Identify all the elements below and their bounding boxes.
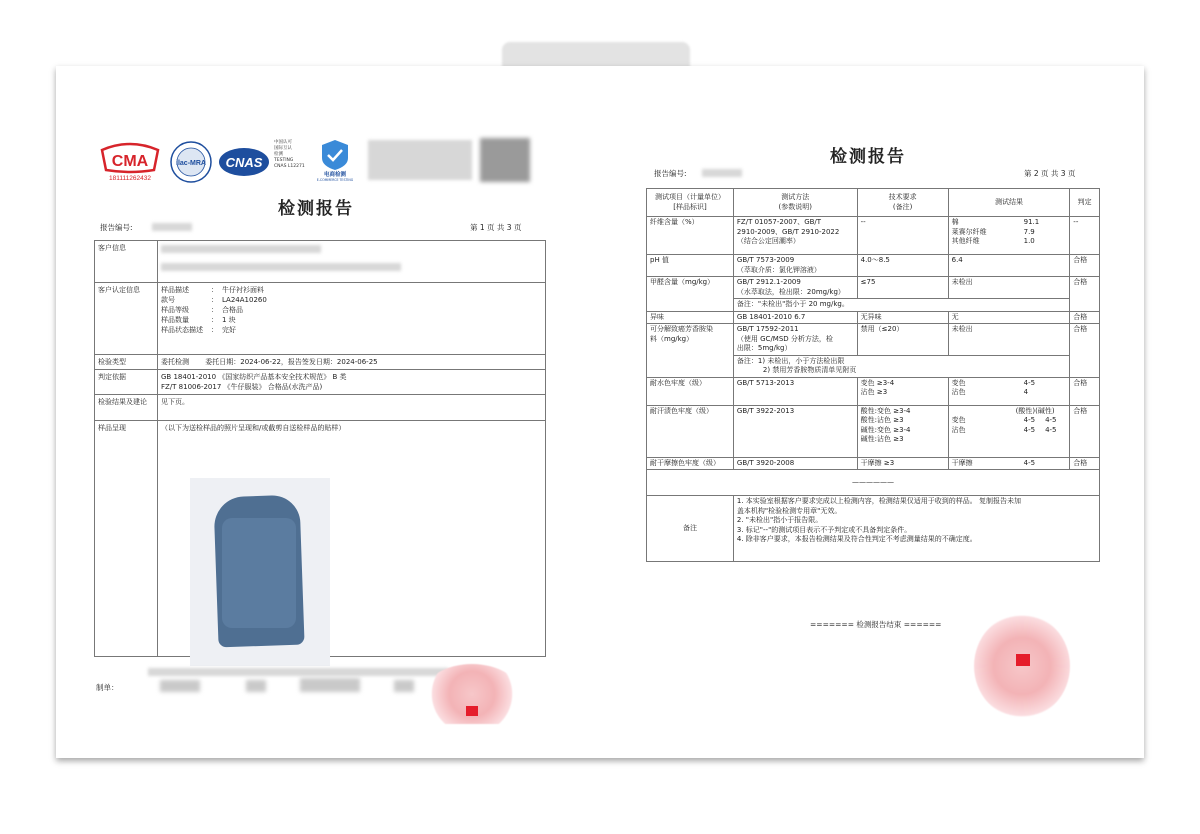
ec-sub: E-COMMERCE TESTING: [316, 178, 354, 182]
note-cell: 备注："未检出"指小于 20 mg/kg。: [733, 299, 1069, 312]
cnas-line: CNAS L12271: [274, 164, 305, 169]
header-sub: [样品标识]: [673, 202, 707, 211]
remark-line: 盖本机构"检验检测专用章"无效。: [736, 506, 842, 515]
result-cell: 无: [948, 311, 1070, 324]
cma-text: CMA: [111, 153, 149, 170]
item-cell: 异味: [647, 311, 734, 324]
table-row: [647, 324, 1100, 356]
result-value: 4-5: [1023, 378, 1036, 387]
item-cell: 甲醛含量（mg/kg）: [647, 277, 734, 312]
report-number-label: 报告编号:: [100, 223, 133, 232]
note-cell: [733, 355, 1069, 377]
redacted-name: [160, 680, 200, 692]
method-cell: GB 18401-2010 6.7: [733, 311, 857, 324]
kv-value: 合格品: [222, 306, 243, 314]
req-cell: 禁用（≤20）: [857, 324, 948, 356]
result-cell: 6.4: [948, 255, 1070, 277]
item-cell: 耐干摩擦色牢度（级）: [647, 457, 734, 470]
req-cell: --: [857, 217, 948, 255]
page-indicator: 第 2 页 共 3 页: [1024, 169, 1076, 178]
header-text: 测试项目（计量单位）: [654, 193, 725, 201]
ilac-mra-logo: [168, 140, 214, 184]
redacted-footer-line: [148, 668, 448, 676]
result-value: 4-5: [1045, 425, 1057, 434]
header-text: 测试方法: [781, 193, 810, 201]
redacted-logo: [368, 140, 472, 180]
redacted-signature: [300, 678, 360, 692]
kv-key: 样品等级: [161, 306, 189, 314]
kv-key: 样品状态描述: [161, 326, 203, 334]
note-line: 2) 禁用芳香胺物质清单见附页: [762, 366, 857, 374]
cnas-line: 中国认可: [274, 140, 292, 145]
header-requirement: [857, 189, 948, 217]
result-cell: [948, 377, 1070, 405]
item-line: 料（mg/kg）: [650, 334, 694, 343]
req-cell: [857, 405, 948, 457]
client-info-label: 客户信息: [95, 241, 158, 283]
header-judgement: 判定: [1070, 189, 1100, 217]
test-type-text: 委托检测: [161, 358, 189, 366]
header-method: [733, 189, 857, 217]
header-result: 测试结果: [948, 189, 1070, 217]
redacted-qr-code: [480, 138, 530, 182]
method-line: （水萃取法，检出限：20mg/kg）: [736, 287, 845, 296]
basis-label: 判定依据: [95, 370, 158, 395]
req-cell: 无异味: [857, 311, 948, 324]
table-row: [647, 377, 1100, 405]
result-cell: 未检出: [948, 277, 1070, 299]
cnas-line: 检测: [274, 152, 283, 157]
req-line: 碱性:变色 ≥3-4: [860, 425, 911, 434]
dates-text: 委托日期：2024-06-22，报告签发日期：2024-06-25: [205, 358, 378, 366]
cnas-logo: [218, 142, 270, 182]
test-results-table: [646, 188, 1100, 562]
remark-line: 4. 除非客户要求，本报告检测结果及符合性判定不考虑测量结果的不确定度。: [736, 535, 977, 543]
req-cell: 干摩擦 ≥3: [857, 457, 948, 470]
judge-cell: 合格: [1070, 277, 1100, 312]
prepared-by-label: 制单：: [96, 683, 119, 692]
method-cell: [733, 217, 857, 255]
result-name: 其他纤维: [951, 237, 980, 245]
kv-value: 1 块: [222, 316, 236, 324]
req-line: 沾色 ≥3: [860, 388, 888, 396]
cma-number: 181111262432: [109, 175, 151, 182]
method-line: 出限：5mg/kg）: [736, 344, 792, 352]
table-row: [647, 255, 1100, 277]
page-title: 检测报告: [278, 199, 354, 219]
item-cell: 纤维含量（%）: [647, 217, 734, 255]
basis-line: FZ/T 81006-2017 《牛仔服装》 合格品(水洗产品): [161, 383, 323, 391]
method-cell: GB/T 3920-2008: [733, 457, 857, 470]
table-row: [647, 405, 1100, 457]
result-name: 莱赛尔纤维: [951, 227, 987, 236]
result-cell: 未检出: [948, 324, 1070, 356]
result-cell: [948, 405, 1070, 457]
remarks-cell: [733, 496, 1099, 562]
cnas-line: 国际互认: [274, 146, 292, 151]
result-value: 4-5: [1045, 416, 1057, 424]
req-cell: [857, 377, 948, 405]
table-row: [647, 277, 1100, 299]
ec-text: 电商检测: [323, 172, 347, 178]
item-line: 可分解致癌芳香胺染: [650, 325, 713, 333]
result-name: 变色: [951, 378, 966, 387]
ecommerce-testing-logo: [312, 138, 358, 182]
result-value: 91.1: [1023, 218, 1040, 226]
report-end-marker: ======= 检测报告结束 ======: [810, 620, 942, 629]
note-line: 备注：1) 未检出，小于方法检出限: [736, 356, 845, 365]
result-name: 沾色: [951, 388, 966, 396]
redacted-name: [246, 680, 266, 692]
redacted-report-number: [702, 169, 742, 177]
req-line: 变色 ≥3-4: [860, 378, 895, 387]
remark-line: 1. 本实验室根据客户要求完成以上检测内容，检测结果仅适用于收到的样品。 复制报告未加: [736, 497, 1022, 505]
item-cell: pH 值: [647, 255, 734, 277]
method-cell: [733, 324, 857, 356]
photo-note: （以下为送检样品的照片呈现和/或截剪自送检样品的贴样）: [158, 421, 546, 657]
req-line: 酸性:沾色 ≥3: [860, 416, 904, 424]
method-line: （萃取介质：氯化钾溶液）: [736, 265, 821, 274]
cnas-text: CNAS: [225, 155, 263, 170]
client-claim-values: 样品描述 ： 牛仔衬衫面料 款号 ： LA24A10260 样品等级 ： 合格品 样品数量 ： 1 块 样品状态描述 ： 完好: [158, 283, 546, 355]
result-name: 变色: [951, 416, 966, 424]
judge-cell: 合格: [1070, 324, 1100, 378]
judge-cell: 合格: [1070, 457, 1100, 470]
method-cell: GB/T 3922-2013: [733, 405, 857, 457]
kv-value: 完好: [222, 326, 236, 334]
separator-row: [647, 470, 1100, 496]
req-line: 碱性:沾色 ≥3: [860, 435, 904, 443]
page-indicator: 第 1 页 共 3 页: [470, 223, 522, 232]
kv-key: 款号: [161, 296, 175, 304]
method-cell: [733, 277, 857, 299]
method-line: FZ/T 01057-2007、GB/T: [736, 218, 822, 226]
ilac-text: ilac-MRA: [176, 160, 206, 167]
method-line: GB/T 2912.1-2009: [736, 278, 801, 286]
result-label: 检验结果及建论: [95, 395, 158, 421]
table-row: [647, 457, 1100, 470]
stamp-star: [1016, 654, 1030, 666]
result-name: 棉: [951, 218, 959, 226]
result-value: 见下页。: [158, 395, 546, 421]
judge-cell: 合格: [1070, 405, 1100, 457]
result-value: 4-5: [1023, 416, 1036, 424]
redacted-report-number: [152, 223, 192, 231]
test-type-label: 检验类型: [95, 355, 158, 370]
method-line: （结合公定回潮率）: [736, 237, 800, 245]
kv-value: 牛仔衬衫面料: [222, 286, 264, 294]
client-info-value: [158, 241, 546, 283]
kv-key: 样品数量: [161, 316, 189, 324]
method-line: （使用 GC/MSD 分析方法，检: [736, 334, 833, 343]
stamp-star: [466, 706, 478, 716]
result-value: 4-5: [1023, 458, 1036, 467]
header-sub: (参数说明): [778, 202, 812, 211]
official-stamp: [974, 614, 1070, 718]
result-value: 4-5: [1023, 425, 1036, 434]
redacted-name: [394, 680, 414, 692]
separator-cell: ——————: [647, 470, 1100, 496]
result-name: 沾色: [951, 425, 966, 434]
denim-fabric-fold: [222, 518, 296, 628]
photo-label: 样品呈现: [95, 421, 158, 657]
header-text: 技术要求: [888, 193, 917, 201]
item-cell: 耐汗渍色牢度（级）: [647, 405, 734, 457]
result-value: 4: [1023, 388, 1029, 396]
remark-line: 3. 标记"--"的测试项目表示不予判定或不具备判定条件。: [736, 525, 912, 534]
result-cell: [948, 217, 1070, 255]
cma-logo: [98, 142, 162, 182]
sample-photo: [190, 478, 330, 666]
table-row: [647, 311, 1100, 324]
cnas-text-block: [274, 140, 312, 182]
method-cell: GB/T 5713-2013: [733, 377, 857, 405]
report-number-label: 报告编号:: [654, 169, 687, 178]
req-cell: 4.0～8.5: [857, 255, 948, 277]
item-cell: 耐水色牢度（级）: [647, 377, 734, 405]
method-line: GB/T 7573-2009: [736, 256, 795, 264]
kv-key: 样品描述: [161, 286, 189, 294]
judge-cell: --: [1070, 217, 1100, 255]
result-name: 干摩擦: [951, 458, 973, 467]
judge-cell: 合格: [1070, 311, 1100, 324]
result-value: 1.0: [1023, 237, 1035, 245]
basis-value: [158, 370, 546, 395]
kv-value: LA24A10260: [222, 296, 267, 304]
basis-line: GB 18401-2010 《国家纺织产品基本安全技术规范》 B 类: [161, 373, 347, 381]
judge-cell: 合格: [1070, 377, 1100, 405]
cnas-line: TESTING: [274, 158, 294, 163]
table-row: [647, 217, 1100, 255]
header-item: [647, 189, 734, 217]
client-claim-label: 客户认定信息: [95, 283, 158, 355]
remarks-row: [647, 496, 1100, 562]
result-head: (酸性)(碱性): [1015, 406, 1055, 415]
remarks-label: 备注: [647, 496, 734, 562]
method-cell: [733, 255, 857, 277]
test-type-value: [158, 355, 546, 370]
method-line: GB/T 17592-2011: [736, 325, 799, 333]
result-cell: [948, 457, 1070, 470]
req-cell: ≤75: [857, 277, 948, 299]
header-sub: (备注): [892, 202, 913, 211]
item-cell: [647, 324, 734, 378]
method-line: 2910-2009、GB/T 2910-2022: [736, 227, 840, 236]
page-title: 检测报告: [830, 147, 906, 167]
judge-cell: 合格: [1070, 255, 1100, 277]
req-line: 酸性:变色 ≥3-4: [860, 406, 911, 415]
remark-line: 2. "未检出"指小于报告限。: [736, 516, 823, 524]
result-value: 7.9: [1023, 227, 1035, 236]
